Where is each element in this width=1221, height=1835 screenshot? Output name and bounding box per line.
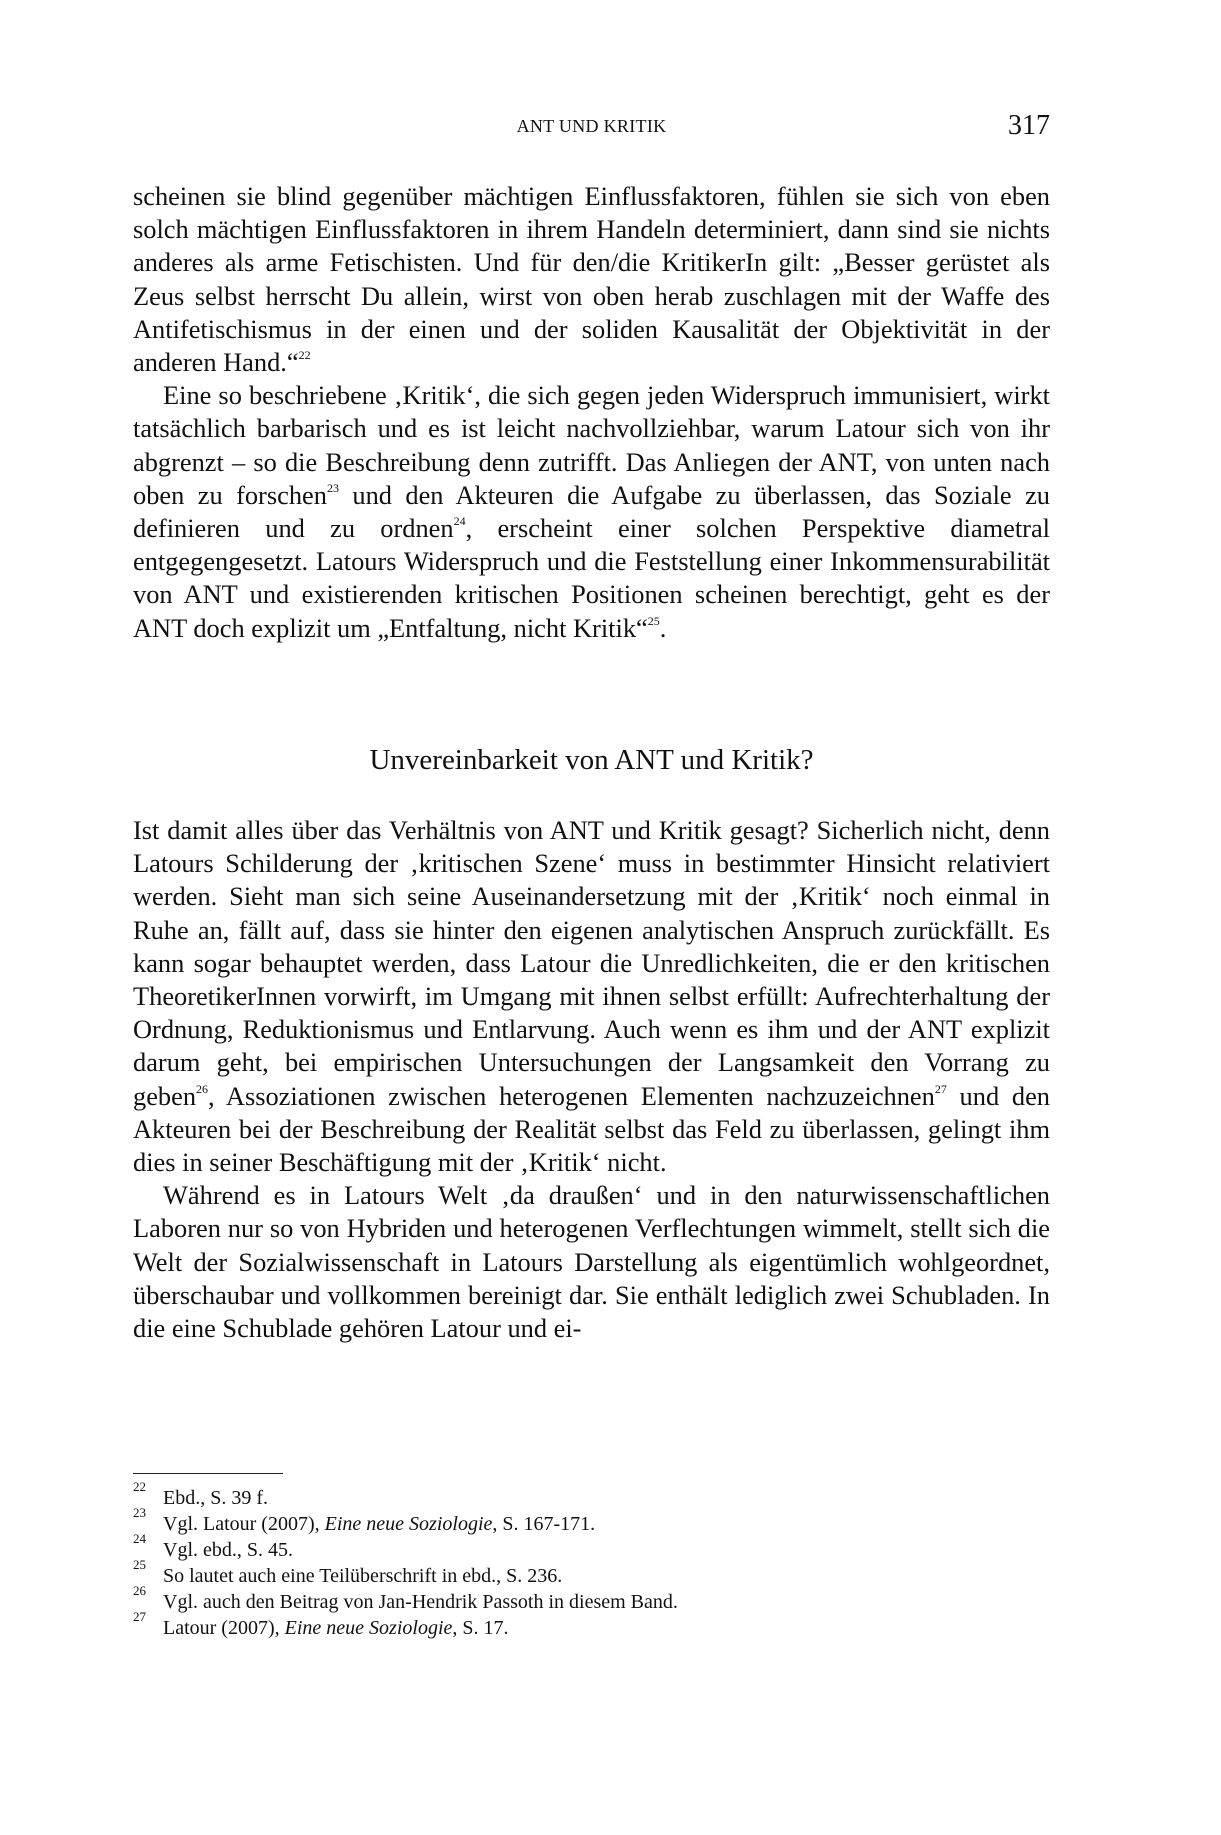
footnote-text: Ebd., S. 39 f. bbox=[163, 1487, 268, 1509]
footnote-number: 24 bbox=[133, 1531, 146, 1546]
body-text-section-2 bbox=[133, 814, 1050, 1345]
footnote bbox=[133, 1531, 1050, 1563]
paragraph-text: Ist damit alles über das Verhältnis von ANT und Kritik gesagt? Sicherlich nicht, denn Latours Schilderung der ‚kritischen Szene‘ muss in bestimmter Hinsicht relativiert werden. Sieht man sich seine Auseinandersetzung mit der ‚Kritik‘ noch einmal in Ruhe an, fällt auf, dass sie hinter den eigenen analytischen Anspruch zurückfällt. Es kann sogar behauptet werden, dass Latour die Unredlichkeiten, die er den kritischen TheoretikerInnen vorwirft, im Umgang mit ihnen selbst erfüllt: Aufrechterhaltung der Ordnung, Reduktionismus und Entlarvung. Auch wenn es ihm und der ANT explizit darum geht, bei empirischen Untersuchungen der Langsamkeit den Vorrang zu geben bbox=[133, 815, 1050, 1111]
paragraph bbox=[133, 180, 1050, 379]
footnote-number: 23 bbox=[133, 1505, 146, 1520]
paragraph bbox=[133, 1179, 1050, 1345]
paragraph-text: . bbox=[659, 612, 667, 643]
paragraph-text: Während es in Latours Welt ‚da draußen‘ und in den naturwissenschaftlichen Laboren nur so von Hybriden und heterogenen Verflechtungen wimmelt, stellt sich die Welt der Sozialwissenschaft in Latours Darstellung als eigentümlich wohlgeordnet, überschaubar und vollkommen bereinigt dar. Sie enthält lediglich zwei Schubladen. In die eine Schublade gehören Latour und ei- bbox=[133, 1180, 1050, 1344]
footnote-text: Latour (2007), bbox=[163, 1617, 285, 1639]
footnote-number: 25 bbox=[133, 1557, 146, 1572]
paragraph-text: Eine so beschriebene ‚Kritik‘, die sich gegen jeden Widerspruch immunisiert, wirkt tatsächlich barbarisch und es ist leicht nachvollziehbar, warum Latour sich von ihr abgrenzt – so die Beschreibung denn zutrifft. Das Anliegen der ANT, von unten nach oben zu forschen bbox=[133, 380, 1050, 510]
footnote-marker[interactable]: 27 bbox=[934, 1081, 947, 1096]
footnote-marker[interactable]: 23 bbox=[326, 480, 339, 495]
running-title: ANT UND KRITIK bbox=[516, 116, 667, 136]
footnote-marker[interactable]: 22 bbox=[298, 348, 311, 363]
paragraph-text: , Assoziationen zwischen heterogenen Elementen nachzuzeichnen bbox=[208, 1080, 935, 1111]
footnote-text: , S. 17. bbox=[452, 1617, 509, 1639]
footnote-number: 22 bbox=[133, 1479, 146, 1494]
footnote-text: Vgl. ebd., S. 45. bbox=[163, 1539, 293, 1561]
paragraph bbox=[133, 379, 1050, 645]
page-number: 317 bbox=[1008, 110, 1050, 141]
footnote-divider bbox=[133, 1473, 283, 1474]
footnote-title: Eine neue Soziologie bbox=[324, 1513, 493, 1535]
footnote bbox=[133, 1609, 1050, 1641]
running-head bbox=[133, 110, 1050, 146]
footnote-title: Eine neue Soziologie bbox=[284, 1617, 453, 1639]
footnote bbox=[133, 1583, 1050, 1615]
footnote bbox=[133, 1479, 1050, 1511]
footnote-list bbox=[133, 1479, 1050, 1641]
footnote-text: Vgl. auch den Beitrag von Jan-Hendrik Passoth in diesem Band. bbox=[163, 1591, 678, 1613]
footnote-text: Vgl. Latour (2007), bbox=[163, 1513, 325, 1535]
section-heading: Unvereinbarkeit von ANT und Kritik? bbox=[369, 744, 814, 776]
footnote-marker[interactable]: 26 bbox=[196, 1081, 209, 1096]
footnote-number: 26 bbox=[133, 1583, 146, 1598]
paragraph-text: scheinen sie blind gegenüber mächtigen Einflussfaktoren, fühlen sie sich von eben solch mächtigen Einflussfaktoren in ihrem Handeln determiniert, dann sind sie nichts anderes als arme Fetischisten. Und für den/die KritikerIn gilt: „Besser gerüstet als Zeus selbst herrscht Du allein, wirst von oben herab zuschlagen mit der Waffe des Antifetischismus in der einen und der soliden Kausalität der Objektivität in der anderen Hand.“ bbox=[133, 181, 1050, 378]
footnote-text: So lautet auch eine Teilüberschrift in ebd., S. 236. bbox=[163, 1565, 563, 1587]
paragraph bbox=[133, 814, 1050, 1179]
paragraph-text: und den Akteuren die Aufgabe zu überlassen, das Soziale zu definieren und zu ordnen bbox=[133, 479, 1050, 544]
footnote-marker[interactable]: 25 bbox=[647, 613, 660, 628]
footnote-text: , S. 167-171. bbox=[492, 1513, 596, 1535]
footnote-number: 27 bbox=[133, 1609, 146, 1624]
paragraph-text: und den Akteuren bei der Beschreibung der Realität selbst das Feld zu überlassen, gelingt ihm dies in seiner Beschäftigung mit der ‚Kritik‘ nicht. bbox=[133, 1080, 1050, 1178]
footnote bbox=[133, 1505, 1050, 1537]
body-text-section-1 bbox=[133, 180, 1050, 645]
footnote bbox=[133, 1557, 1050, 1589]
paragraph-text: , erscheint einer solchen Perspektive diametral entgegengesetzt. Latours Widerspruch und die Feststellung einer Inkommensurabilität von ANT und existierenden kritischen Positionen scheinen berechtigt, geht es der ANT doch explizit um „Entfaltung, nicht Kritik“ bbox=[133, 513, 1050, 643]
footnote-marker[interactable]: 24 bbox=[453, 514, 466, 529]
